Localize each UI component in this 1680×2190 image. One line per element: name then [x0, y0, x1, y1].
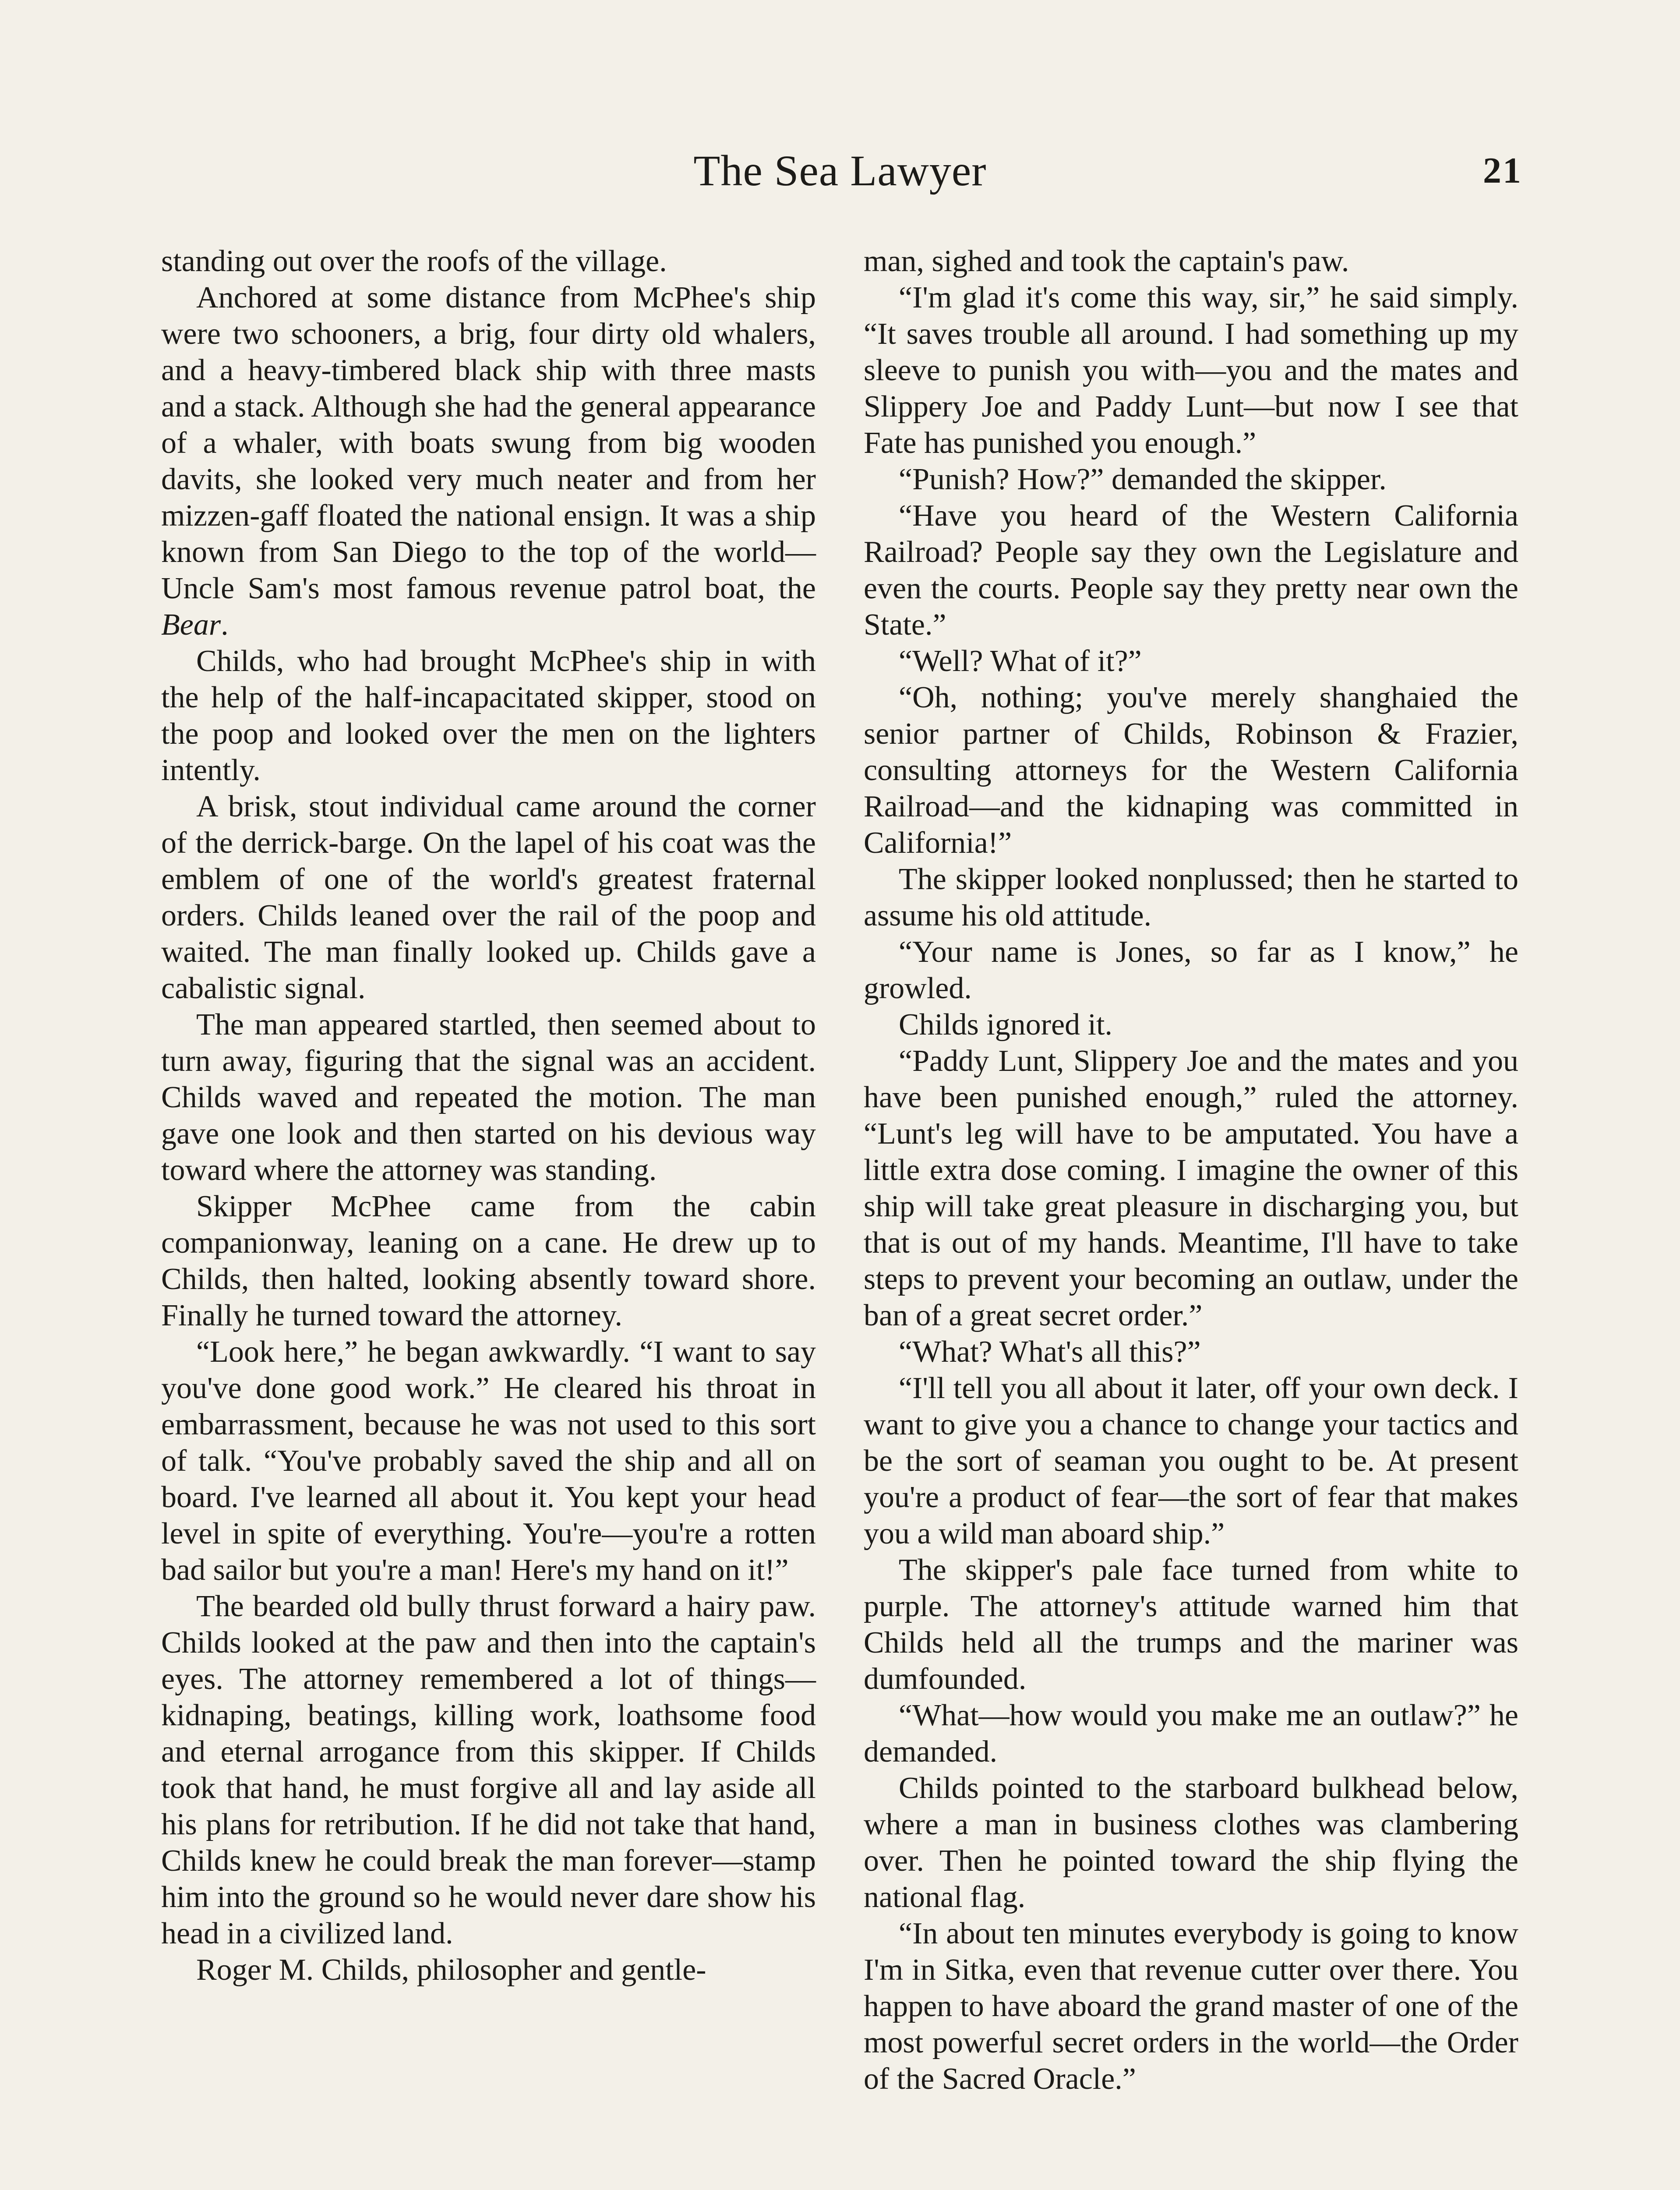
paragraph: “Well? What of it?” [899, 644, 1142, 678]
paragraph: Childs pointed to the starboard bulkhead below, where a man in business clothes was clambering over. Then he pointed toward the ship flying the national flag. [864, 1771, 1518, 1914]
paragraph: Skipper McPhee came from the cabin companionway, leaning on a cane. He drew up to Childs, then halted, looking absently toward shore. Finally he turned toward the attorney. [161, 1190, 816, 1332]
paragraph: “What? What's all this?” [899, 1335, 1201, 1369]
paragraph: The skipper looked nonplussed; then he started to assume his old attitude. [864, 862, 1518, 933]
running-header [0, 142, 1680, 199]
paragraph: “I'll tell you all about it later, off your own deck. I want to give you a chance to change your tactics and be the sort of seaman you ought to be. At present you're a product of fear—the sort of fear that makes you a wild man aboard ship.” [864, 1371, 1518, 1551]
paragraph: A brisk, stout individual came around the corner of the derrick-barge. On the lapel of his coat was the emblem of one of the world's greatest fraternal orders. Childs leaned over the rail of the poop and waited. The man finally looked up. Childs gave a cabalistic signal. [161, 790, 816, 1005]
paragraph: The skipper's pale face turned from white to purple. The attorney's attitude warned him that Childs held all the trumps and the mariner was dumfounded. [864, 1553, 1518, 1696]
paragraph [161, 279, 816, 643]
paragraph: Childs, who had brought McPhee's ship in with the help of the half-incapacitated skipper, stood on the poop and looked over the men on the lighters intently. [161, 644, 816, 787]
paragraph: The bearded old bully thrust forward a hairy paw. Childs looked at the paw and then into the captain's eyes. The attorney remembered a lot of things—kidnaping, beatings, killing work, loathsome food and eternal arrogance from this skipper. If Childs took that hand, he must forgive all and lay aside all his plans for retribution. If he did not take that hand, Childs knew he could break the man forever—stamp him into the ground so he would never dare show his head in a civilized land. [161, 1590, 816, 1950]
right-column [864, 243, 1518, 2097]
left-column [161, 243, 816, 1988]
paragraph: “Paddy Lunt, Slippery Joe and the mates and you have been punished enough,” ruled the attorney. “Lunt's leg will have to be amputated. You have a little extra dose coming. I imagine the owner of this ship will take great pleasure in discharging you, but that is out of my hands. Meantime, I'll have to take steps to prevent your becoming an outlaw, under the ban of a great secret order.” [864, 1044, 1518, 1332]
ship-name: Bear [161, 608, 221, 642]
paragraph: “Oh, nothing; you've merely shanghaied the senior partner of Childs, Robinson & Frazier, consulting attorneys for the Western California Railroad—and the kidnaping was committed in California!” [864, 681, 1518, 860]
paragraph: Childs ignored it. [899, 1008, 1113, 1042]
paragraph-text: . [221, 608, 229, 642]
paragraph: Roger M. Childs, philosopher and gentle- [196, 1953, 706, 1987]
paragraph: “Look here,” he began awkwardly. “I want to say you've done good work.” He cleared his throat in embarrassment, because he was not used to this sort of talk. “You've probably saved the ship and all on board. I've learned all about it. You kept your head level in spite of everything. You're—you're a rotten bad sailor but you're a man! Here's my hand on it!” [161, 1335, 816, 1587]
paragraph-text: Anchored at some distance from McPhee's ship were two schooners, a brig, four dirty old whalers, and a heavy-timbered black ship with three masts and a stack. Although she had the general appearance of a whaler, with boats swung from big wooden davits, she looked very much neater and from her mizzen-gaff floated the national ensign. It was a ship known from San Diego to the top of the world—Uncle Sam's most famous revenue patrol boat, the [161, 281, 816, 605]
paragraph: “In about ten minutes everybody is going to know I'm in Sitka, even that revenue cutter over there. You happen to have aboard the grand master of one of the most powerful secret orders in the world—the Order of the Sacred Oracle.” [864, 1917, 1518, 2096]
running-title: The Sea Lawyer [693, 146, 987, 195]
paragraph: “What—how would you make me an outlaw?” he demanded. [864, 1699, 1518, 1769]
paragraph: “Your name is Jones, so far as I know,” he growled. [864, 935, 1518, 1005]
page-number: 21 [1483, 150, 1522, 191]
paragraph: The man appeared startled, then seemed about to turn away, figuring that the signal was an accident. Childs waved and repeated the motion. The man gave one look and then started on his devious way toward where the attorney was standing. [161, 1008, 816, 1187]
paragraph: man, sighed and took the captain's paw. [864, 244, 1349, 278]
paragraph: “Punish? How?” demanded the skipper. [899, 463, 1387, 496]
paragraph: standing out over the roofs of the village. [161, 244, 667, 278]
paragraph: “Have you heard of the Western California Railroad? People say they own the Legislature and even the courts. People say they pretty near own the State.” [864, 499, 1518, 642]
paragraph: “I'm glad it's come this way, sir,” he said simply. “It saves trouble all around. I had something up my sleeve to punish you with—you and the mates and Slippery Joe and Paddy Lunt—but now I see that Fate has punished you enough.” [864, 281, 1518, 460]
